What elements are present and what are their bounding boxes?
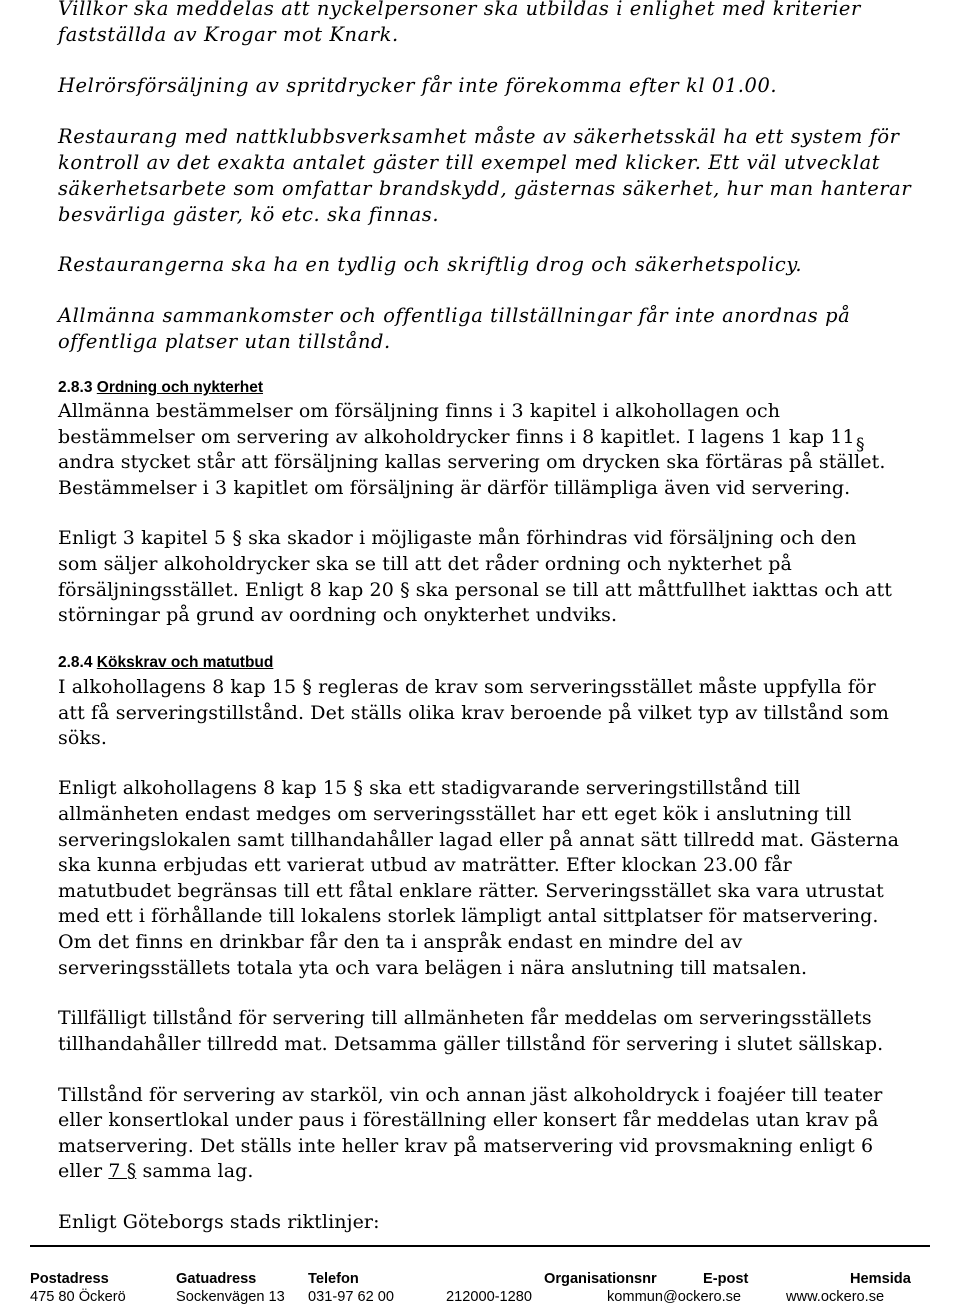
- section-heading-284: [58, 653, 273, 673]
- intro-line: Restaurang med nattklubbsverksamhet måste av säkerhetsskäl ha ett system för: [58, 125, 900, 148]
- intro-line: offentliga platser utan tillstånd.: [58, 330, 391, 353]
- intro-line: kontroll av det exakta antalet gäster till exempel med klicker. Ett väl utvecklat: [58, 151, 881, 174]
- body-line: andra stycket står att försäljning kallas servering om drycken ska förtäras på stället.: [58, 451, 886, 473]
- body-line: matservering. Det ställs inte heller krav på matservering vid provsmakning enligt 6: [58, 1135, 874, 1157]
- intro-line: Helrörsförsäljning av spritdrycker får inte förekomma efter kl 01.00.: [58, 74, 778, 97]
- body-line: [58, 1159, 948, 1185]
- body-line: tillhandahåller tillredd mat. Detsamma gäller tillstånd för servering i slutet sällskap.: [58, 1033, 884, 1055]
- footer-orgnr-label: Organisationsnr: [544, 1271, 657, 1287]
- body-line: störningar på grund av oordning och onykterhet undviks.: [58, 604, 618, 626]
- body-line: serveringsställets totala yta och vara belägen i nära anslutning till matsalen.: [58, 957, 808, 979]
- section-number: 2.8.4: [58, 654, 93, 671]
- law-reference-link[interactable]: 7 §: [108, 1160, 137, 1182]
- footer-epost-value[interactable]: kommun@ockero.se: [607, 1289, 742, 1305]
- section-heading-283: [58, 378, 263, 398]
- footer-gatuadress-value: Sockenvägen 13: [176, 1289, 285, 1305]
- body-line: söks.: [58, 727, 107, 749]
- section-sign: §: [856, 435, 865, 455]
- footer-postadress-value: 475 80 Öckerö: [30, 1289, 126, 1305]
- footer-orgnr-value: 212000-1280: [446, 1289, 533, 1305]
- body-line: Tillstånd för servering av starköl, vin och annan jäst alkoholdryck i foajéer till teater: [58, 1084, 883, 1106]
- intro-line: Restaurangerna ska ha en tydlig och skriftlig drog och säkerhetspolicy.: [58, 253, 803, 276]
- body-line: som säljer alkoholdrycker ska se till att det råder ordning och nykterhet på: [58, 553, 792, 575]
- footer-hemsida-value[interactable]: www.ockero.se: [786, 1289, 885, 1305]
- text-span: samma lag.: [142, 1160, 254, 1182]
- body-line: Bestämmelser i 3 kapitlet om försäljning är därför tillämpliga även vid servering.: [58, 477, 851, 499]
- section-title: Kökskrav och matutbud: [96, 654, 274, 671]
- intro-line: Villkor ska meddelas att nyckelpersoner ska utbildas i enlighet med kriterier: [58, 0, 861, 20]
- footer-hemsida-label: Hemsida: [850, 1271, 911, 1287]
- body-line: försäljningsstället. Enligt 8 kap 20 § ska personal se till att måttfullhet iakttas och att: [58, 579, 893, 601]
- footer-epost-label: E-post: [703, 1271, 749, 1287]
- body-line: Allmänna bestämmelser om försäljning finns i 3 kapitel i alkohollagen och: [58, 400, 781, 422]
- body-line: Enligt alkohollagens 8 kap 15 § ska ett stadigvarande serveringstillstånd till: [58, 777, 801, 799]
- section-title: Ordning och nykterhet: [96, 379, 264, 396]
- body-line: I alkohollagens 8 kap 15 § regleras de krav som serveringsstället måste uppfylla för: [58, 676, 876, 698]
- section-number: 2.8.3: [58, 379, 93, 396]
- intro-line: besvärliga gäster, kö etc. ska finnas.: [58, 203, 440, 226]
- body-line: matutbudet begränsas till ett fåtal enklare rätter. Serveringsstället ska vara utrustat: [58, 880, 884, 902]
- footer-postadress-label: Postadress: [30, 1271, 109, 1287]
- body-line: att få serveringstillstånd. Det ställs olika krav beroende på vilket typ av tillstånd som: [58, 702, 889, 724]
- body-line: eller konsertlokal under paus i föreställning eller konsert får meddelas utan krav på: [58, 1109, 879, 1131]
- intro-line: Allmänna sammankomster och offentliga tillställningar får inte anordnas på: [58, 304, 851, 327]
- body-line: Enligt Göteborgs stads riktlinjer:: [58, 1211, 380, 1233]
- intro-line: fastställda av Krogar mot Knark.: [58, 23, 399, 46]
- body-line: serveringslokalen samt tillhandahåller lagad eller på annat sätt tillredd mat. Gästerna: [58, 829, 900, 851]
- body-line: allmänheten endast medges om serveringsstället har ett eget kök i anslutning till: [58, 803, 852, 825]
- body-line: med ett i förhållande till lokalens storlek lämpligt antal sittplatser för matservering.: [58, 905, 879, 927]
- body-line: ska kunna erbjudas ett varierat utbud av maträtter. Efter klockan 23.00 får: [58, 854, 792, 876]
- intro-line: säkerhetsarbete som omfattar brandskydd, gästernas säkerhet, hur man hanterar: [58, 177, 912, 200]
- body-line: bestämmelser om servering av alkoholdrycker finns i 8 kapitlet. I lagens 1 kap 11: [58, 426, 855, 448]
- footer-gatuadress-label: Gatuadress: [176, 1271, 257, 1287]
- body-line: Tillfälligt tillstånd för servering till allmänheten får meddelas om serveringsställets: [58, 1007, 872, 1029]
- footer-telefon-value: 031-97 62 00: [308, 1289, 395, 1305]
- body-line: Enligt 3 kapitel 5 § ska skador i möjligaste mån förhindras vid försäljning och den: [58, 527, 857, 549]
- footer-telefon-label: Telefon: [308, 1271, 359, 1287]
- footer-divider: [30, 1245, 930, 1247]
- text-span: eller: [58, 1160, 103, 1182]
- body-line: Om det finns en drinkbar får den ta i anspråk endast en mindre del av: [58, 931, 743, 953]
